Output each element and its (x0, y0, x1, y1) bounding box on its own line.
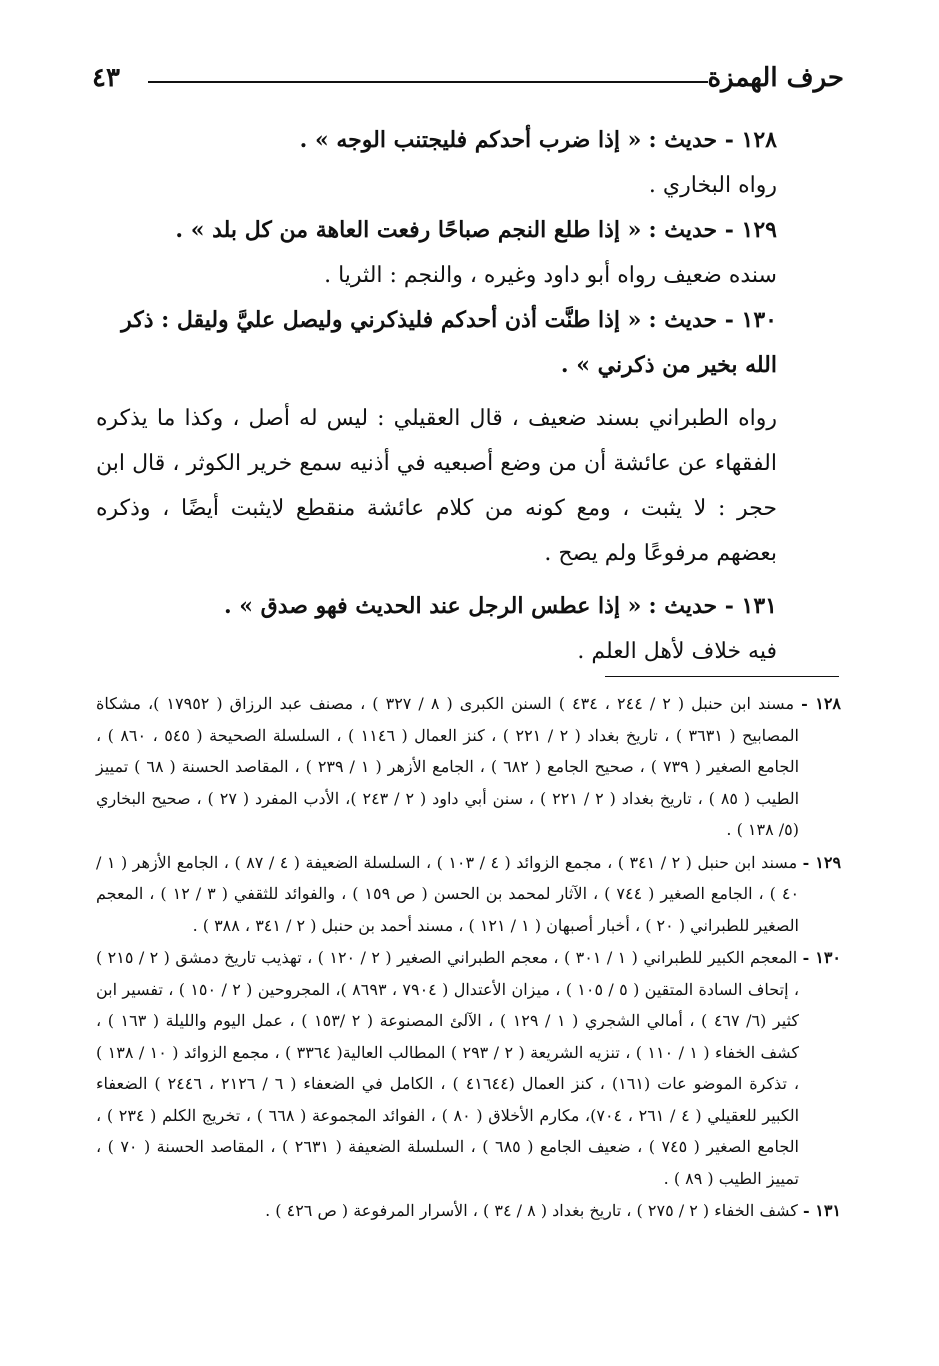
spacer (96, 388, 841, 396)
footnote-text: كشف الخفاء ( ٢ / ٢٧٥ ) ، تاريخ بغداد ( ٨ / ٣٤ ) ، الأسرار المرفوعة ( ص ٤٢٦ ) . (265, 1201, 798, 1220)
page-header (92, 58, 844, 98)
footnote-128 (96, 688, 841, 846)
hadith-text: « إذا عطس الرجل عند الحديث فهو صدق » . (223, 593, 642, 619)
hadith-label: ١٣٠ - حديث : (648, 307, 777, 333)
footnote-number: ١٣٠ - (802, 948, 841, 967)
hadith-text: « إذا ضرب أحدكم فليجتنب الوجه » . (299, 127, 642, 153)
main-text (96, 118, 841, 674)
footnote-text: مسند ابن حنبل ( ٢ / ٣٤١ ) ، مجمع الزوائد ( ٤ / ١٠٣ ) ، السلسلة الضعيفة ( ٤ / ٨٧ ) ، الجامع الأزهر ( ١ / ٤٠ ) ، الجامع الصغير ( ٧٤٤ ) ، الآثار لمحمد بن الحسن ( ص ١٥٩ ) ، والفوائد للثقفي ( ٣ / ١٢ ) ، المعجم الصغير للطبراني ( ٢٠ ) ، أخبار أصبهان ( ١ / ١٢١ ) ، مسند أحمد بن حنبل ( ٢ / ٣٤١ ، ٣٨٨ ) . (96, 852, 800, 935)
footnote-129 (96, 847, 841, 942)
hadith-128 (96, 118, 841, 163)
hadith-comment: رواه الطبراني بسند ضعيف ، قال العقيلي : ليس له أصل ، وكذا ما يذكره الفقهاء عن عائشة أن من وضع أصبعيه في أذنيه سمع خرير الكوثر ، قال ابن حجر : لا يثبت ، ومع كونه من كلام عائشة منقطع لايثبت أيضًا ، وذكره بعضهم مرفوعًا ولم يصح . (96, 406, 777, 566)
hadith-129 (96, 208, 841, 253)
hadith-comment: رواه البخاري . (648, 173, 777, 198)
page-number: ٤٣ (92, 63, 120, 93)
hadith-text: « إذا طنَّت أذن أحدكم فليذكرني وليصل عليَّ وليقل : ذكر الله بخير من ذكرني » . (121, 307, 777, 378)
hadith-comment: فيه خلاف لأهل العلم . (577, 639, 777, 664)
hadith-130 (96, 298, 841, 388)
footnote-131 (96, 1195, 841, 1227)
footnote-number: ١٢٩ - (802, 852, 842, 872)
footnote-number: ١٢٨ - (801, 694, 841, 713)
footnote-text: مسند ابن حنبل ( ٢ / ٢٤٤ ، ٤٣٤ ) السنن الكبرى ( ٨ / ٣٢٧ ) ، مصنف عبد الرزاق ( ١٧٩٥٢ )، مشكاة المصابيح ( ٣٦٣١ ) ، تاريخ بغداد ( ٢ / ٢٢١ ) ، كنز العمال ( ١١٤٦ ) ، السلسلة الصحيحة ( ٥٤٥ ، ٨٦٠ ) ، الجامع الصغير ( ٧٣٩ ) ، صحيح الجامع ( ٦٨٢ ) ، الجامع الأزهر ( ١ / ٢٣٩ ) ، المقاصد الحسنة ( ٦٨ ) تمييز الطيب ( ٨٥ ) ، تاريخ بغداد ( ٢ / ٢٢١ ) ، سنن أبي داود ( ٢ / ٢٤٣ )، الأدب المفرد ( ٢٧ ) ، صحيح البخاري (٥/ ١٣٨ ) . (96, 694, 800, 839)
footnotes (96, 688, 841, 1228)
hadith-text: « إذا طلع النجم صباحًا رفعت العاهة من كل بلد » . (175, 217, 642, 243)
hadith-label: ١٢٨ - حديث : (648, 127, 777, 153)
footnote-130 (96, 942, 841, 1194)
footnote-text: المعجم الكبير للطبراني ( ١ / ٣٠١ ) ، معجم الطبراني الصغير ( ٢ / ١٢٠ ) ، تهذيب تاريخ دمشق ( ٢ / ٢١٥ ) ، إتحاف السادة المتقين ( ٥ / ١٠٥ ) ، ميزان الأعتدال ( ٧٩٠٤ ، ٨٦٩٣ )، المجروحين ( ٢ / ١٥٠ ) ، تفسير ابن كثير (٦/ ٤٦٧ ) ، أمالي الشجري ( ١ / ١٢٩ ) ، الآلئ المصنوعة ( ٢ /١٥٣ ) ، عمل اليوم والليلة ( ١٦٣ ) ، كشف الخفاء ( ١ / ١١٠ ) ، تنزيه الشريعة ( ٢ / ٢٩٣ ) المطالب العالية( ٣٣٦٤ ) ، مجمع الزوائد ( ١٠ / ١٣٨ ) ، تذكرة الموضو عات (١٦١) ، كنز العمال (٤١٦٤٤ ) ، الكامل في الضعفاء ( ٦ / ٢١٢٦ ، ٢٤٤٦ ) الضعفاء الكبير للعقيلي ( ٤ / ٢٦١ ، ٧٠٤)، مكارم الأخلاق ( ٨٠ ) ، الفوائد المجموعة ( ٦٦٨ ) ، تخريج الكلم ( ٢٣٤ ) ، الجامع الصغير ( ٧٤٥ ) ، ضعيف الجامع ( ٦٨٥ ) ، السلسلة الضعيفة ( ٢٦٣١ ) ، المقاصد الحسنة ( ٧٠ ) ، تمييز الطيب ( ٨٩ ) . (96, 948, 800, 1188)
hadith-label: ١٣١ - حديث : (648, 593, 777, 619)
spacer (96, 576, 841, 584)
footnote-rule (605, 676, 839, 677)
hadith-label: ١٢٩ - حديث : (648, 217, 777, 243)
footnote-number: ١٣١ - (803, 1201, 841, 1220)
header-rule (148, 81, 708, 83)
hadith-131 (96, 584, 841, 629)
chapter-title: حرف الهمزة (707, 63, 844, 93)
hadith-comment: سنده ضعيف رواه أبو داود وغيره ، والنجم : الثريا . (324, 263, 777, 288)
